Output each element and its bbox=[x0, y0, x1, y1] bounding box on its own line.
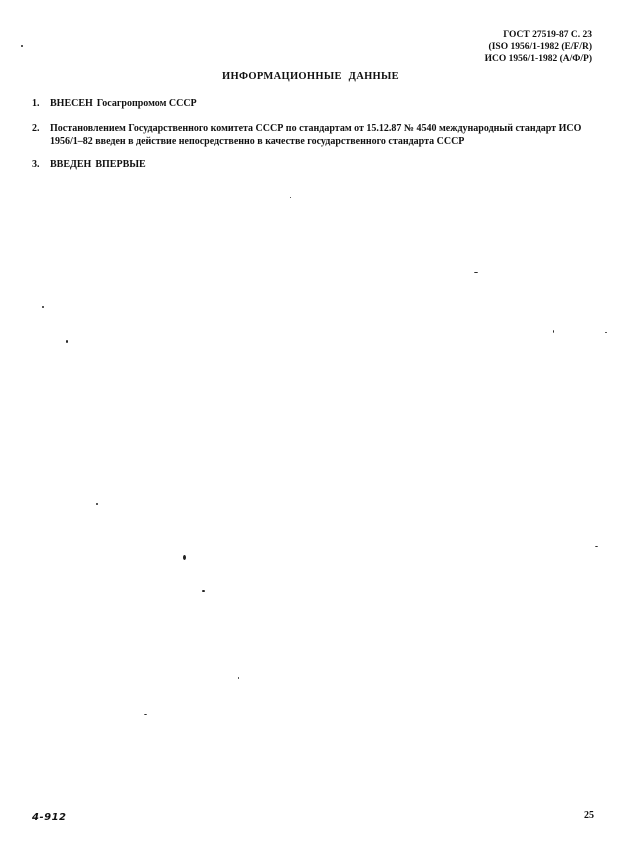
item-text: ВПЕРВЫЕ bbox=[95, 159, 146, 170]
item-number: 3. bbox=[32, 159, 40, 170]
scan-speck bbox=[605, 332, 607, 333]
item-number: 1. bbox=[32, 98, 40, 109]
handwritten-code: 4-912 bbox=[32, 812, 67, 823]
header-gost-line: ГОСТ 27519-87 С. 23 bbox=[503, 30, 592, 40]
scan-speck bbox=[96, 503, 98, 505]
item-text: Госагропромом СССР bbox=[96, 98, 197, 109]
item-lead: ВВЕДЕН bbox=[50, 159, 92, 170]
info-item-2 bbox=[32, 122, 598, 150]
scan-speck bbox=[595, 546, 598, 547]
standard-header bbox=[485, 29, 592, 65]
header-iso-line: (ISO 1956/1-1982 (E/F/R) bbox=[488, 42, 592, 52]
scan-speck bbox=[144, 714, 147, 715]
scan-speck bbox=[290, 197, 291, 198]
scan-speck bbox=[183, 555, 186, 560]
item-lead: ВНЕСЕН bbox=[50, 98, 93, 109]
scan-speck bbox=[202, 590, 205, 592]
item-number: 2. bbox=[32, 123, 40, 134]
scan-speck bbox=[66, 340, 68, 343]
item-text-wrapper bbox=[50, 97, 598, 110]
scan-speck bbox=[21, 45, 23, 47]
scan-speck bbox=[553, 330, 554, 333]
page-number: 25 bbox=[584, 810, 594, 821]
scan-speck bbox=[238, 677, 239, 679]
section-title: ИНФОРМАЦИОННЫЕ ДАННЫЕ bbox=[222, 71, 399, 82]
scan-speck bbox=[474, 272, 478, 273]
info-item-1 bbox=[32, 97, 598, 111]
info-item-3 bbox=[32, 158, 598, 172]
header-iso-ru-line: ИСО 1956/1-1982 (А/Ф/Р) bbox=[484, 54, 592, 64]
item-text-wrapper bbox=[50, 158, 598, 171]
item-text: Постановлением Государственного комитета СССР по стандартам от 15.12.87 № 4540 международный стандарт ИСО 1956/1–82 введен в действие непосредственно в качестве государственного стандарта СССР bbox=[50, 123, 582, 147]
scan-speck bbox=[42, 306, 44, 308]
